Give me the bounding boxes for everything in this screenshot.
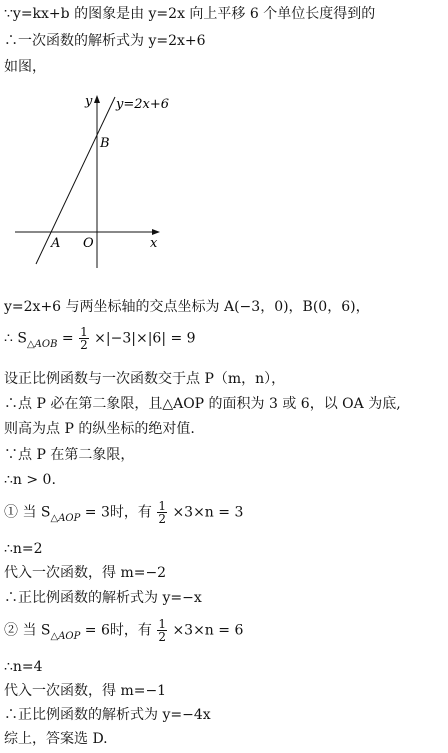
text-line-16: ∴n=4: [4, 659, 43, 675]
fraction-denominator: 2: [80, 338, 88, 352]
text-line-18: ∴正比例函数的解析式为 y=−4x: [4, 707, 211, 723]
text-line-6: 设正比例函数与一次函数交于点 P（m，n），: [4, 371, 286, 387]
fraction-numerator: 1: [158, 617, 166, 631]
function-graph: [0, 85, 200, 280]
case-two-equation: [4, 618, 243, 643]
text-line-13: 代入一次函数，得 m=−2: [4, 565, 167, 581]
text-line-8: 则高为点 P 的纵坐标的绝对值.: [4, 421, 195, 437]
case-two-fraction: [157, 618, 167, 643]
text-line-2: ∴一次函数的解析式为 y=2x+6: [4, 33, 206, 49]
case-one-prefix: ① 当 S: [4, 504, 51, 521]
fraction-half: [79, 326, 89, 351]
case-two-subscript: △AOP: [50, 630, 81, 642]
eq-sign: =: [61, 330, 74, 347]
text-line-17: 代入一次函数，得 m=−1: [4, 683, 167, 699]
point-a-label: A: [51, 236, 61, 251]
text-line-19: 综上，答案选 D.: [4, 731, 108, 747]
fraction-numerator: 1: [80, 325, 88, 339]
text-line-7: ∴点 P 必在第二象限，且△AOP 的面积为 3 或 6，以 OA 为底,: [4, 396, 401, 412]
case-one-equation: [4, 500, 243, 525]
fraction-denominator: 2: [158, 512, 166, 526]
text-line-10: ∴n > 0.: [4, 472, 56, 488]
case-one-rest: ×3×n = 3: [172, 504, 244, 521]
case-two-prefix: ② 当 S: [4, 622, 51, 639]
area-aob-equation: [4, 326, 196, 351]
y-axis-arrow: [94, 95, 100, 103]
point-b-label: B: [100, 136, 110, 151]
text-line-1: ∵y=kx+b 的图象是由 y=2x 向上平移 6 个单位长度得到的: [4, 6, 376, 22]
fraction-denominator: 2: [158, 630, 166, 644]
text-line-4: y=2x+6 与两坐标轴的交点坐标为 A(−3，0)，B(0，6)，: [4, 299, 370, 315]
text-line-14: ∴正比例函数的解析式为 y=−x: [4, 590, 202, 606]
text-line-3: 如图，: [4, 59, 46, 75]
case-two-rest: ×3×n = 6: [172, 622, 244, 639]
eq-rest: ×|−3|×|6| = 9: [94, 330, 196, 347]
function-line: [36, 97, 115, 264]
point-o-label: O: [83, 236, 94, 251]
y-axis-label: y: [85, 94, 93, 109]
case-two-mid: = 6时，有: [80, 622, 152, 639]
fraction-numerator: 1: [158, 499, 166, 513]
x-axis-label: x: [150, 236, 158, 251]
case-one-fraction: [157, 500, 167, 525]
eq-prefix: ∴ S: [4, 330, 27, 347]
case-one-mid: = 3时，有: [80, 504, 152, 521]
eq-subscript: △AOB: [26, 338, 58, 350]
text-line-12: ∴n=2: [4, 541, 43, 557]
x-axis-arrow: [152, 229, 160, 235]
case-one-subscript: △AOP: [50, 512, 81, 524]
text-line-9: ∵点 P 在第二象限，: [4, 447, 135, 463]
line-label: y=2x+6: [116, 97, 170, 112]
